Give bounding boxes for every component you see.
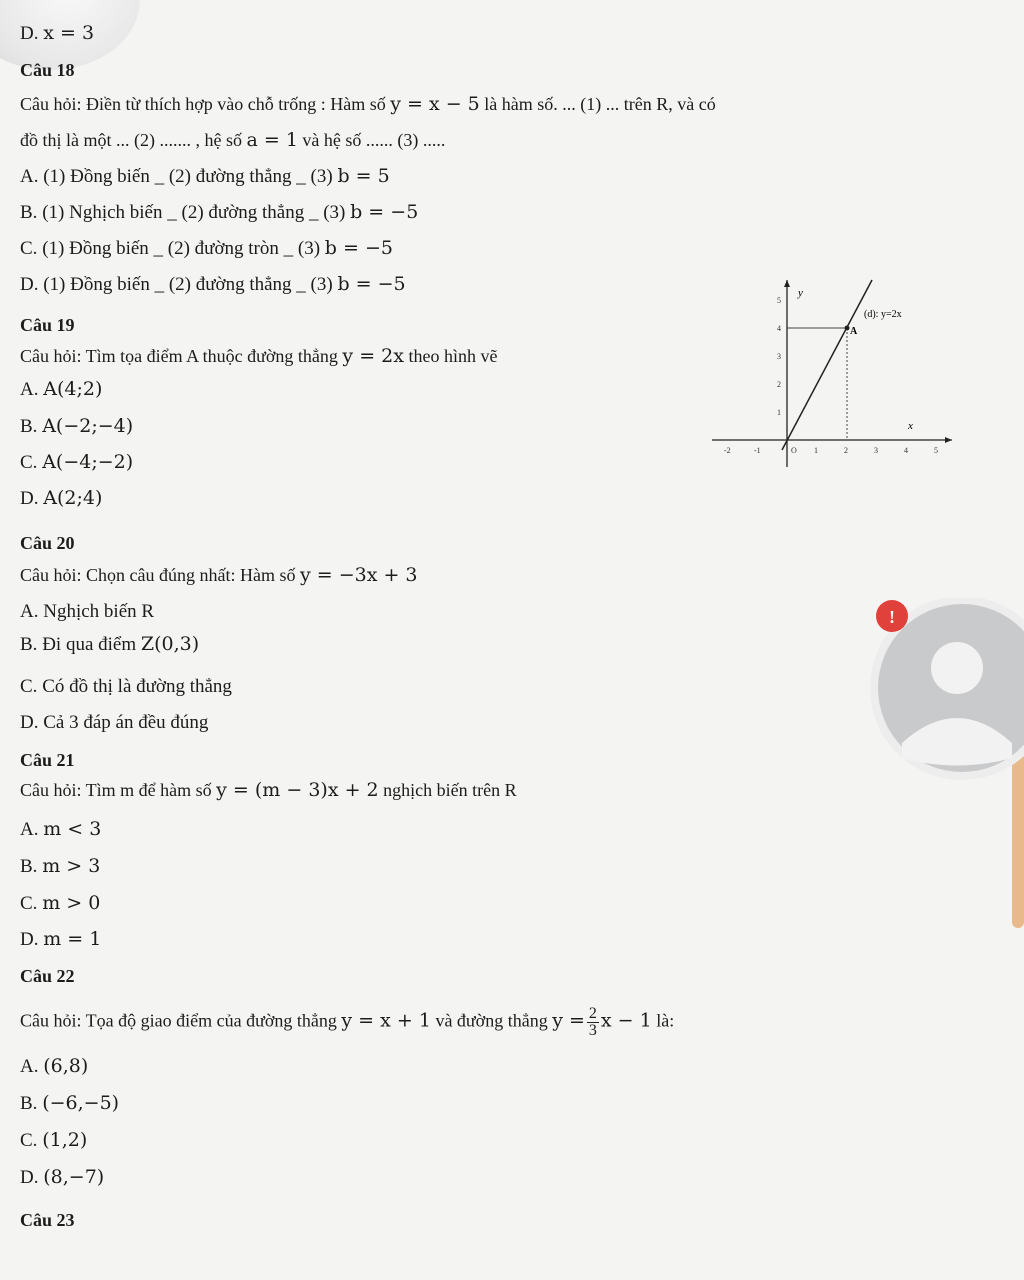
q22-text: Câu hỏi: Tọa độ giao điểm của đường thẳng	[20, 1010, 337, 1031]
q19-question	[20, 345, 497, 367]
option-label: D.	[20, 929, 39, 950]
option-label: D.	[20, 488, 39, 509]
prev-option-d	[20, 22, 94, 45]
q18-blank-3: (3) .....	[397, 130, 446, 150]
q21-text: Câu hỏi: Tìm m để hàm số	[20, 780, 212, 800]
x-tick: 4	[904, 446, 908, 455]
y-ticks	[777, 296, 781, 417]
line-d	[782, 280, 872, 450]
q18-title: Câu 18	[20, 60, 75, 80]
q22-expr: x − 1	[600, 1009, 652, 1032]
option-expr: Z(0,3)	[140, 633, 200, 655]
q21-option-c[interactable]	[20, 892, 100, 915]
q18-text: Câu hỏi: Điền từ thích hợp vào chỗ trống : Hàm số	[20, 94, 386, 114]
q22-question	[20, 1006, 674, 1039]
q19-option-a[interactable]	[20, 378, 102, 401]
option-text: Có đồ thị là đường thẳng	[42, 676, 232, 697]
q23-title: Câu 23	[20, 1210, 75, 1230]
q18-question-line1	[20, 93, 716, 115]
q19-text: theo hình vẽ	[408, 346, 498, 366]
q20-option-d[interactable]	[20, 712, 208, 734]
y-tick: 4	[777, 324, 781, 333]
q18-blank-2: (2) .......	[134, 130, 191, 150]
q21-title: Câu 21	[20, 750, 75, 770]
q19-option-b[interactable]	[20, 415, 133, 438]
option-label: B.	[20, 1093, 38, 1114]
x-tick: 5	[934, 446, 938, 455]
q19-expr: y = 2x	[342, 345, 404, 367]
option-expr: (1,2)	[42, 1129, 88, 1151]
y-tick: 3	[777, 352, 781, 361]
option-text: Cả 3 đáp án đều đúng	[43, 712, 209, 733]
y-tick: 1	[777, 408, 781, 417]
option-expr: (6,8)	[43, 1055, 89, 1077]
option-label: C.	[20, 238, 38, 259]
q18-option-c[interactable]	[20, 237, 393, 260]
option-expr: m = 1	[43, 928, 102, 950]
option-label: C.	[20, 893, 38, 914]
option-label: A.	[20, 819, 39, 840]
q22-text: và đường thẳng	[435, 1010, 548, 1031]
line-d-label: (d): y=2x	[864, 309, 902, 320]
q21-question	[20, 779, 517, 801]
q20-expr: y = −3x + 3	[299, 564, 418, 586]
q22-option-d[interactable]	[20, 1166, 104, 1189]
q18-question-line2	[20, 129, 445, 151]
option-expr: m > 3	[42, 855, 101, 877]
option-expr: (−6,−5)	[42, 1092, 120, 1114]
q22-expr: y = x + 1	[341, 1009, 431, 1032]
fraction-numerator: 2	[588, 1005, 597, 1022]
x-tick: 1	[814, 446, 818, 455]
q21-option-b[interactable]	[20, 855, 100, 878]
option-label: B.	[20, 202, 38, 223]
q18-text: đồ thị là một ...	[20, 130, 130, 150]
x-axis-arrow-icon	[945, 437, 952, 443]
option-label: A.	[20, 1056, 39, 1077]
option-text: Nghịch biến R	[43, 601, 155, 622]
q20-option-a[interactable]	[20, 601, 154, 623]
fraction-denominator: 3	[588, 1022, 597, 1039]
option-label: A.	[20, 166, 39, 187]
x-tick: -2	[724, 446, 731, 455]
q22-title: Câu 22	[20, 966, 75, 986]
option-expr: b = −5	[337, 273, 406, 295]
option-expr: A(4;2)	[43, 378, 103, 400]
q19-title: Câu 19	[20, 315, 75, 335]
option-text: (1) Đồng biến _ (2) đường tròn _ (3)	[42, 238, 321, 259]
notification-badge-text: !	[889, 607, 895, 627]
option-label: D.	[20, 712, 39, 733]
option-expr: A(−4;−2)	[42, 451, 134, 473]
q22-text: là:	[656, 1010, 675, 1031]
x-tick: 2	[844, 446, 848, 455]
option-expr: m > 0	[42, 892, 101, 914]
option-expr: b = −5	[350, 201, 419, 223]
q18-expr: y = x − 5	[390, 93, 480, 115]
q18-expr: a = 1	[246, 129, 298, 151]
q18-option-b[interactable]	[20, 201, 418, 224]
point-a-label: A	[850, 326, 858, 337]
x-tick: -1	[754, 446, 761, 455]
q20-option-b[interactable]	[20, 633, 199, 656]
floating-avatar-widget[interactable]	[862, 598, 1024, 928]
q22-option-b[interactable]	[20, 1092, 119, 1115]
option-label: D.	[20, 274, 39, 295]
option-text: (1) Đồng biến _ (2) đường thẳng _ (3)	[43, 274, 333, 295]
q18-blank-1: ... (1) ...	[562, 94, 620, 114]
option-text: (1) Đồng biến _ (2) đường thẳng _ (3)	[43, 166, 333, 187]
q20-title: Câu 20	[20, 533, 75, 553]
q19-graph	[712, 272, 962, 472]
option-label: B.	[20, 416, 38, 437]
q19-text: Câu hỏi: Tìm tọa điểm A thuộc đường thẳng	[20, 346, 338, 366]
q18-text: là hàm số.	[484, 94, 558, 114]
y-tick: 2	[777, 380, 781, 389]
q20-option-c[interactable]	[20, 676, 232, 698]
q21-option-d[interactable]	[20, 928, 101, 951]
q19-option-d[interactable]	[20, 487, 102, 510]
q18-text: và hệ số ......	[302, 130, 393, 150]
x-tick: 3	[874, 446, 878, 455]
q22-option-a[interactable]	[20, 1055, 88, 1078]
option-expr: m < 3	[43, 818, 102, 840]
option-label: D.	[20, 1167, 39, 1188]
q18-text: trên R, và có	[623, 94, 716, 114]
option-expr: (8,−7)	[43, 1166, 105, 1188]
q20-text: Câu hỏi: Chọn câu đúng nhất: Hàm số	[20, 565, 296, 585]
q18-option-a[interactable]	[20, 165, 390, 188]
x-axis-label: x	[908, 420, 913, 432]
option-expr: b = 5	[337, 165, 390, 187]
q18-text: , hệ số	[195, 130, 242, 150]
option-label: C.	[20, 452, 38, 473]
option-text: Đi qua điểm	[42, 634, 137, 655]
q22-option-c[interactable]	[20, 1129, 87, 1152]
user-head-icon	[931, 642, 983, 694]
option-expr: A(2;4)	[43, 487, 103, 509]
q21-option-a[interactable]	[20, 818, 101, 841]
option-label: B.	[20, 634, 38, 655]
x-ticks	[724, 446, 938, 455]
q22-expr: y =	[552, 1009, 585, 1032]
option-label: D.	[20, 23, 39, 44]
option-label: C.	[20, 1130, 38, 1151]
option-expr: x = 3	[43, 22, 95, 44]
q21-expr: y = (m − 3)x + 2	[216, 779, 379, 801]
point-a	[845, 326, 850, 331]
q18-option-d[interactable]	[20, 273, 406, 296]
y-tick: 5	[777, 296, 781, 305]
option-text: (1) Nghịch biến _ (2) đường thẳng _ (3)	[42, 202, 346, 223]
y-axis-arrow-icon	[784, 280, 790, 287]
y-axis-label: y	[798, 287, 803, 299]
q19-option-c[interactable]	[20, 451, 133, 474]
q21-text: nghịch biến trên R	[383, 780, 517, 800]
q20-question	[20, 564, 418, 586]
option-expr: b = −5	[324, 237, 393, 259]
option-label: A.	[20, 601, 39, 622]
origin-label: O	[791, 446, 797, 455]
option-label: B.	[20, 856, 38, 877]
option-expr: A(−2;−4)	[42, 415, 134, 437]
fraction	[587, 1006, 599, 1039]
option-label: A.	[20, 379, 39, 400]
option-label: C.	[20, 676, 38, 697]
